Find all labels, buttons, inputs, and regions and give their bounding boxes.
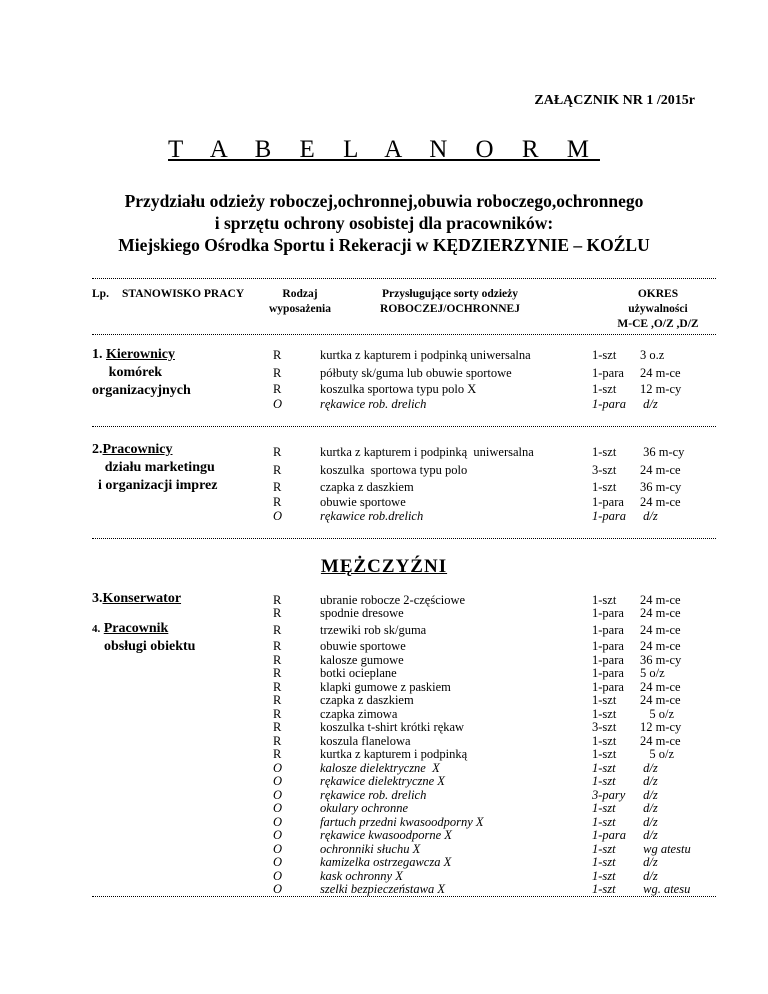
- table-row: [0, 381, 768, 397]
- row-kind: R: [273, 639, 282, 653]
- row-kind: R: [273, 733, 282, 748]
- row-item: koszulka sportowa typu polo X: [320, 382, 477, 396]
- row-item: rękawice rob. drelich: [320, 397, 427, 411]
- row-period: 24 m-ce: [640, 733, 681, 748]
- row-quantity: 1-para: [592, 606, 624, 620]
- row-kind: R: [273, 593, 282, 607]
- section-2-number: 2.: [92, 442, 103, 457]
- row-period: d/z: [640, 509, 658, 523]
- row-quantity: 1-para: [592, 679, 624, 694]
- row-quantity: 1-para: [592, 509, 627, 523]
- row-kind: R: [273, 652, 282, 667]
- row-item: rękawice dielektryczne X: [320, 774, 445, 788]
- row-item: czapka z daszkiem: [320, 480, 414, 494]
- row-period: 24 m-ce: [640, 495, 681, 509]
- row-period: 5 o/z: [640, 747, 675, 761]
- row-kind: O: [273, 774, 283, 788]
- header-okres: [598, 287, 718, 332]
- section-4-number: 4.: [92, 623, 101, 635]
- section-1-line-2: komórek: [108, 365, 163, 380]
- row-quantity: 1-szt: [592, 882, 616, 896]
- row-period: d/z: [640, 760, 658, 775]
- row-kind: R: [273, 666, 282, 680]
- row-period: 3 o.z: [640, 348, 665, 362]
- header-okres-line-2: używalności: [628, 303, 688, 315]
- row-quantity: 3-szt: [592, 720, 617, 734]
- row-quantity: 1-szt: [592, 706, 617, 721]
- row-quantity: 1-szt: [592, 841, 616, 856]
- row-quantity: 1-para: [592, 666, 624, 680]
- table-row: [0, 347, 768, 363]
- section-4-title: Pracownik: [103, 621, 169, 636]
- section-3-number: 3.: [92, 591, 103, 606]
- row-period: 12 m-cy: [640, 720, 682, 734]
- row-quantity: 1-szt: [592, 774, 616, 788]
- row-quantity: 3-szt: [592, 463, 617, 477]
- row-period: wg atestu: [640, 841, 691, 856]
- row-item: kamizelka ostrzegawcza X: [320, 855, 452, 869]
- row-quantity: 1-szt: [592, 480, 617, 494]
- row-kind: O: [273, 841, 283, 856]
- table-row: [0, 396, 768, 412]
- row-kind: O: [273, 814, 283, 829]
- subtitle-line-2: i sprzętu ochrony osobistej dla pracowników:: [214, 213, 554, 233]
- row-item: rękawice kwasoodporne X: [320, 828, 452, 842]
- row-kind: O: [273, 760, 283, 775]
- row-item: kalosze dielektryczne X: [320, 760, 440, 775]
- row-item: ochronniki słuchu X: [320, 841, 421, 856]
- row-period: d/z: [640, 397, 658, 411]
- header-okres-line-3: M-CE ,O/Z ,D/Z: [617, 318, 699, 330]
- section-2-title: Pracownicy: [102, 442, 173, 457]
- row-kind: O: [273, 882, 283, 896]
- row-period: 5 o/z: [640, 706, 675, 721]
- men-heading: MĘŻCZYŹNI: [320, 556, 448, 577]
- row-quantity: 1-para: [592, 623, 624, 637]
- row-item: kurtka z kapturem i podpinką uniwersalna: [320, 348, 531, 362]
- row-quantity: 1-szt: [592, 348, 617, 362]
- row-kind: R: [273, 747, 282, 761]
- row-item: półbuty sk/guma lub obuwie sportowe: [320, 366, 512, 380]
- section-1-line-3: organizacyjnych: [92, 383, 191, 398]
- row-kind: R: [273, 445, 282, 459]
- row-period: wg. atesu: [640, 882, 691, 896]
- subtitle-line-1: Przydziału odzieży roboczej,ochronnej,obuwia roboczego,ochronnego: [124, 191, 644, 211]
- section-1-number: 1.: [92, 347, 103, 362]
- header-okres-line-1: OKRES: [637, 288, 679, 300]
- header-rodzaj-line-2: wyposażenia: [269, 303, 331, 315]
- row-quantity: 1-para: [592, 828, 627, 842]
- divider: [92, 426, 716, 427]
- row-item: kask ochronny X: [320, 868, 403, 883]
- row-item: rękawice rob. drelich: [320, 787, 427, 802]
- row-quantity: 1-szt: [592, 760, 616, 775]
- row-kind: O: [273, 397, 283, 411]
- row-item: ubranie robocze 2-częściowe: [320, 593, 466, 607]
- row-quantity: 1-szt: [592, 593, 617, 607]
- row-item: botki ocieplane: [320, 666, 397, 680]
- row-item: trzewiki rob sk/guma: [320, 623, 427, 637]
- row-period: 24 m-ce: [640, 693, 681, 707]
- row-quantity: 1-para: [592, 639, 624, 653]
- row-item: kalosze gumowe: [320, 652, 404, 667]
- row-quantity: 1-para: [592, 397, 627, 411]
- row-kind: O: [273, 828, 283, 842]
- header-rodzaj-line-1: Rodzaj: [282, 288, 318, 300]
- divider: [92, 334, 716, 335]
- document-subtitle: [0, 190, 768, 256]
- row-period: d/z: [640, 868, 658, 883]
- row-item: czapka zimowa: [320, 706, 398, 721]
- table-row: [0, 605, 768, 621]
- row-item: koszulka t-shirt krótki rękaw: [320, 720, 465, 734]
- row-period: 24 m-ce: [640, 463, 681, 477]
- row-quantity: 1-szt: [592, 801, 616, 815]
- section-2-line-3: i organizacji imprez: [98, 478, 218, 493]
- row-period: d/z: [640, 828, 658, 842]
- header-rodzaj: [256, 287, 344, 317]
- row-item: koszula flanelowa: [320, 733, 411, 748]
- row-kind: R: [273, 480, 282, 494]
- table-row: [0, 479, 768, 495]
- row-quantity: 1-para: [592, 366, 624, 380]
- row-item: obuwie sportowe: [320, 639, 406, 653]
- row-period: d/z: [640, 855, 658, 869]
- row-period: d/z: [640, 787, 658, 802]
- row-item: obuwie sportowe: [320, 495, 406, 509]
- section-1-title: Kierownicy: [106, 347, 175, 362]
- row-period: 5 o/z: [640, 666, 665, 680]
- header-sorty: [355, 287, 545, 317]
- header-sorty-line-1: Przysługujące sorty odzieży: [381, 288, 519, 300]
- row-item: spodnie dresowe: [320, 606, 404, 620]
- row-quantity: 1-szt: [592, 747, 617, 761]
- row-kind: R: [273, 606, 282, 620]
- row-quantity: 1-para: [592, 495, 624, 509]
- document-title: T A B E L A N O R M: [168, 136, 600, 163]
- row-period: d/z: [640, 774, 658, 788]
- section-4-line-2: obsługi obiektu: [104, 639, 196, 654]
- row-kind: R: [273, 348, 282, 362]
- row-period: 36 m-cy: [640, 652, 682, 667]
- row-quantity: 1-szt: [592, 868, 616, 883]
- row-quantity: 1-szt: [592, 733, 617, 748]
- row-quantity: 1-szt: [592, 693, 617, 707]
- table-row: [0, 508, 768, 524]
- row-kind: R: [273, 382, 282, 396]
- row-quantity: 1-szt: [592, 382, 617, 396]
- row-kind: O: [273, 509, 283, 523]
- row-item: rękawice rob.drelich: [320, 509, 424, 523]
- row-quantity: 1-szt: [592, 814, 616, 829]
- row-quantity: 3-pary: [592, 787, 626, 802]
- row-kind: R: [273, 495, 282, 509]
- table-row: [0, 444, 768, 460]
- row-period: d/z: [640, 814, 658, 829]
- row-item: klapki gumowe z paskiem: [320, 679, 451, 694]
- row-kind: O: [273, 868, 283, 883]
- row-period: 12 m-cy: [640, 382, 682, 396]
- subtitle-line-3: Miejskiego Ośrodka Sportu i Rekeracji w KĘDZIERZYNIE – KOŹLU: [118, 235, 650, 255]
- row-item: kurtka z kapturem i podpinką: [320, 747, 468, 761]
- row-period: 24 m-ce: [640, 593, 681, 607]
- row-period: 36 m-cy: [640, 480, 682, 494]
- row-period: 24 m-ce: [640, 623, 681, 637]
- row-period: d/z: [640, 801, 658, 815]
- row-item: koszulka sportowa typu polo: [320, 463, 468, 477]
- row-kind: R: [273, 463, 282, 477]
- row-quantity: 1-szt: [592, 445, 617, 459]
- header-lp: Lp.: [92, 288, 109, 300]
- annex-label: ZAŁĄCZNIK NR 1 /2015r: [534, 93, 695, 108]
- row-quantity: 1-para: [592, 652, 624, 667]
- row-item: szelki bezpieczeństawa X: [320, 882, 445, 896]
- row-kind: O: [273, 787, 283, 802]
- row-kind: R: [273, 623, 282, 637]
- row-period: 24 m-ce: [640, 366, 681, 380]
- row-item: fartuch przedni kwasoodporny X: [320, 814, 484, 829]
- row-period: 24 m-ce: [640, 606, 681, 620]
- table-row: [0, 365, 768, 381]
- row-kind: R: [273, 366, 282, 380]
- table-row: [0, 881, 768, 897]
- row-period: 36 m-cy: [640, 445, 685, 459]
- table-row: [0, 462, 768, 478]
- divider: [92, 896, 716, 897]
- divider: [92, 278, 716, 279]
- divider: [92, 538, 716, 539]
- section-2-line-2: działu marketingu: [104, 460, 215, 475]
- row-kind: R: [273, 693, 282, 707]
- row-item: czapka z daszkiem: [320, 693, 414, 707]
- row-period: 24 m-ce: [640, 639, 681, 653]
- section-3-title: Konserwator: [102, 591, 182, 606]
- row-period: 24 m-ce: [640, 679, 681, 694]
- header-stanowisko: STANOWISKO PRACY: [122, 288, 245, 300]
- table-row: [0, 622, 768, 638]
- row-kind: R: [273, 679, 282, 694]
- row-kind: R: [273, 720, 282, 734]
- row-kind: O: [273, 801, 283, 815]
- row-kind: R: [273, 706, 282, 721]
- row-item: kurtka z kapturem i podpinką uniwersalna: [320, 445, 534, 459]
- row-quantity: 1-szt: [592, 855, 616, 869]
- row-item: okulary ochronne: [320, 801, 409, 815]
- row-kind: O: [273, 855, 283, 869]
- header-sorty-line-2: ROBOCZEJ/OCHRONNEJ: [380, 303, 520, 315]
